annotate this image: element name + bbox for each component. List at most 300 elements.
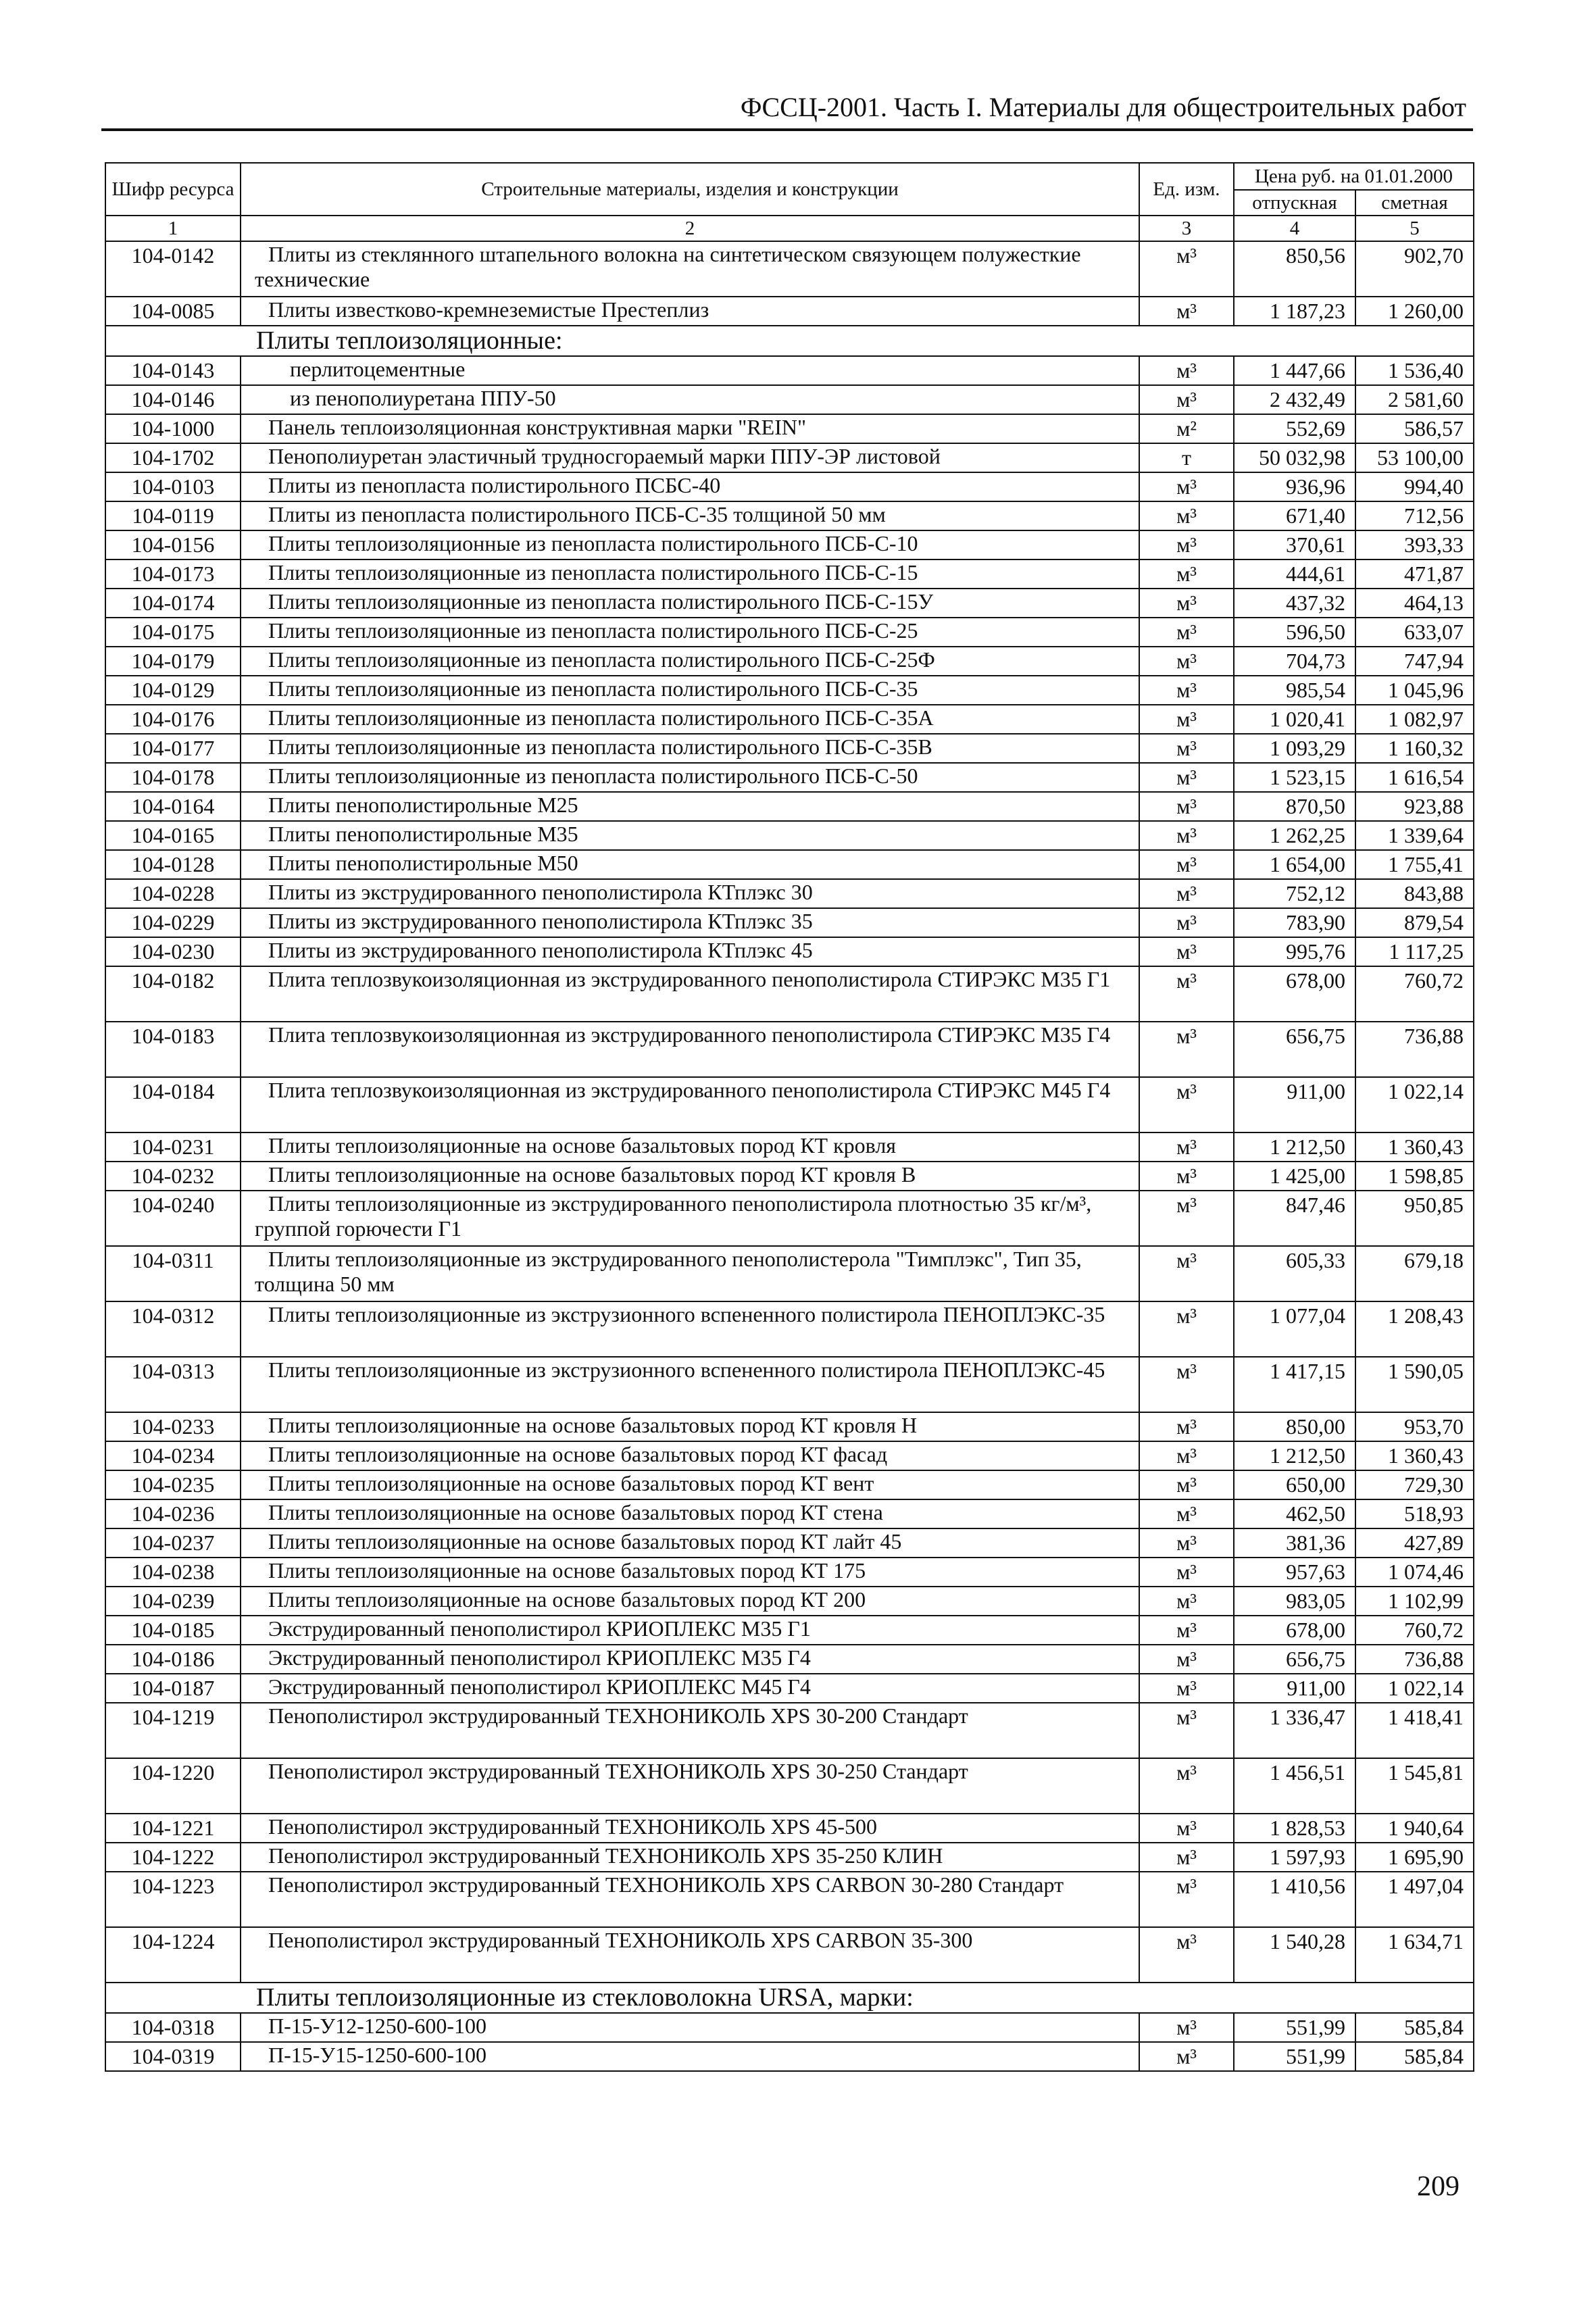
release-price-cell: 552,69 (1234, 414, 1355, 443)
resource-code-cell: 104-0085 (105, 297, 241, 326)
estimate-price-cell: 736,88 (1355, 1022, 1474, 1077)
release-price-cell: 678,00 (1234, 1616, 1355, 1645)
table-row (105, 966, 1474, 1022)
release-price-cell: 444,61 (1234, 559, 1355, 589)
table-row (105, 1162, 1474, 1191)
material-name-cell: Плиты из пенопласта полистирольного ПСБС-40 (241, 472, 1139, 501)
resource-code-cell: 104-0178 (105, 763, 241, 792)
column-number: 4 (1234, 216, 1355, 241)
unit-cell: м³ (1139, 908, 1234, 937)
estimate-price-cell: 1 418,41 (1355, 1703, 1474, 1758)
table-row (105, 501, 1474, 530)
material-name-cell: Плиты теплоизоляционные из пенопласта полистирольного ПСБ-С-25 (241, 618, 1139, 647)
material-name-cell: Пенополиуретан эластичный трудносгораемый марки ППУ-ЭР листовой (241, 443, 1139, 472)
resource-code-cell: 104-0313 (105, 1357, 241, 1412)
section-title: Плиты теплоизоляционные: (105, 326, 1474, 356)
table-row (105, 1528, 1474, 1558)
resource-code-cell: 104-0240 (105, 1191, 241, 1246)
material-name-cell: Плиты теплоизоляционные из пенопласта полистирольного ПСБ-С-25Ф (241, 647, 1139, 676)
material-name-cell: перлитоцементные (241, 356, 1139, 385)
material-name-cell: Плита теплозвукоизоляционная из экструдированного пенополистирола СТИРЭКС М35 Г1 (241, 966, 1139, 1022)
resource-code-cell: 104-0182 (105, 966, 241, 1022)
material-name-cell: Экструдированный пенополистирол КРИОПЛЕКС М45 Г4 (241, 1674, 1139, 1703)
table-row (105, 1499, 1474, 1528)
release-price-cell: 847,46 (1234, 1191, 1355, 1246)
estimate-price-cell: 1 022,14 (1355, 1674, 1474, 1703)
release-price-cell: 370,61 (1234, 530, 1355, 559)
unit-cell: м³ (1139, 1528, 1234, 1558)
unit-cell: м³ (1139, 705, 1234, 734)
estimate-price-cell: 1 339,64 (1355, 821, 1474, 850)
material-name-cell: Плиты теплоизоляционные на основе базальтовых пород КТ вент (241, 1470, 1139, 1499)
material-name-cell: Пенополистирол экструдированный ТЕХНОНИКОЛЬ XPS 35-250 КЛИН (241, 1843, 1139, 1872)
table-row (105, 1191, 1474, 1246)
table-row (105, 850, 1474, 879)
release-price-cell: 850,56 (1234, 241, 1355, 297)
unit-cell: м³ (1139, 647, 1234, 676)
estimate-price-cell: 585,84 (1355, 2042, 1474, 2071)
release-price-cell: 551,99 (1234, 2013, 1355, 2042)
price-table-container (105, 162, 1473, 2072)
estimate-price-cell: 1 497,04 (1355, 1872, 1474, 1927)
resource-code-cell: 104-0237 (105, 1528, 241, 1558)
table-row (105, 1357, 1474, 1412)
resource-code-cell: 104-0119 (105, 501, 241, 530)
release-price-cell: 1 523,15 (1234, 763, 1355, 792)
resource-code-cell: 104-0177 (105, 734, 241, 763)
material-name-cell: Плиты пенополистирольные М25 (241, 792, 1139, 821)
unit-cell: м³ (1139, 792, 1234, 821)
release-price-cell: 50 032,98 (1234, 443, 1355, 472)
page-number: 209 (1417, 2171, 1460, 2202)
release-price-cell: 983,05 (1234, 1587, 1355, 1616)
table-row (105, 1246, 1474, 1301)
resource-code-cell: 104-1220 (105, 1758, 241, 1814)
material-name-cell: Пенополистирол экструдированный ТЕХНОНИКОЛЬ XPS CARBON 35-300 (241, 1927, 1139, 1983)
estimate-price-cell: 427,89 (1355, 1528, 1474, 1558)
material-name-cell: Плита теплозвукоизоляционная из экструдированного пенополистирола СТИРЭКС М45 Г4 (241, 1077, 1139, 1132)
release-price-cell: 1 262,25 (1234, 821, 1355, 850)
release-price-cell: 2 432,49 (1234, 385, 1355, 414)
table-row (105, 472, 1474, 501)
unit-cell: м³ (1139, 821, 1234, 850)
estimate-price-cell: 994,40 (1355, 472, 1474, 501)
unit-cell: м³ (1139, 1301, 1234, 1357)
release-price-cell: 650,00 (1234, 1470, 1355, 1499)
estimate-price-cell: 760,72 (1355, 1616, 1474, 1645)
table-row (105, 908, 1474, 937)
material-name-cell: Плиты теплоизоляционные из пенопласта полистирольного ПСБ-С-15 (241, 559, 1139, 589)
release-price-cell: 671,40 (1234, 501, 1355, 530)
release-price-cell: 870,50 (1234, 792, 1355, 821)
table-row (105, 356, 1474, 385)
release-price-cell: 957,63 (1234, 1558, 1355, 1587)
header-code: Шифр ресурса (105, 163, 241, 216)
estimate-price-cell: 712,56 (1355, 501, 1474, 530)
resource-code-cell: 104-0187 (105, 1674, 241, 1703)
resource-code-cell: 104-1219 (105, 1703, 241, 1758)
material-name-cell: Плиты известково-кремнеземистые Престеплиз (241, 297, 1139, 326)
material-name-cell: Пенополистирол экструдированный ТЕХНОНИКОЛЬ XPS 30-200 Стандарт (241, 1703, 1139, 1758)
estimate-price-cell: 736,88 (1355, 1645, 1474, 1674)
table-row (105, 734, 1474, 763)
release-price-cell: 656,75 (1234, 1645, 1355, 1674)
unit-cell: т (1139, 443, 1234, 472)
unit-cell: м³ (1139, 966, 1234, 1022)
resource-code-cell: 104-1702 (105, 443, 241, 472)
estimate-price-cell: 586,57 (1355, 414, 1474, 443)
release-price-cell: 1 212,50 (1234, 1132, 1355, 1162)
release-price-cell: 936,96 (1234, 472, 1355, 501)
table-head (105, 163, 1474, 241)
unit-cell: м³ (1139, 1587, 1234, 1616)
estimate-price-cell: 1 755,41 (1355, 850, 1474, 879)
table-row (105, 589, 1474, 618)
resource-code-cell: 104-0239 (105, 1587, 241, 1616)
material-name-cell: Плиты теплоизоляционные из пенопласта полистирольного ПСБ-С-15У (241, 589, 1139, 618)
release-price-cell: 656,75 (1234, 1022, 1355, 1077)
release-price-cell: 985,54 (1234, 676, 1355, 705)
unit-cell: м³ (1139, 763, 1234, 792)
estimate-price-cell: 1 634,71 (1355, 1927, 1474, 1983)
unit-cell: м³ (1139, 589, 1234, 618)
header-estimate-price: сметная (1355, 190, 1474, 216)
resource-code-cell: 104-0176 (105, 705, 241, 734)
release-price-cell: 381,36 (1234, 1528, 1355, 1558)
release-price-cell: 551,99 (1234, 2042, 1355, 2071)
unit-cell: м² (1139, 414, 1234, 443)
resource-code-cell: 104-0230 (105, 937, 241, 966)
table-row (105, 1132, 1474, 1162)
column-number: 3 (1139, 216, 1234, 241)
table-row (105, 821, 1474, 850)
unit-cell: м³ (1139, 1616, 1234, 1645)
table-row (105, 1441, 1474, 1470)
material-name-cell: из пенополиуретана ППУ-50 (241, 385, 1139, 414)
release-price-cell: 1 540,28 (1234, 1927, 1355, 1983)
resource-code-cell: 104-0175 (105, 618, 241, 647)
column-number: 5 (1355, 216, 1474, 241)
table-row (105, 1616, 1474, 1645)
release-price-cell: 1 187,23 (1234, 297, 1355, 326)
unit-cell: м³ (1139, 1191, 1234, 1246)
unit-cell: м³ (1139, 734, 1234, 763)
table-row (105, 1927, 1474, 1983)
material-name-cell: П-15-У12-1250-600-100 (241, 2013, 1139, 2042)
resource-code-cell: 104-0311 (105, 1246, 241, 1301)
resource-code-cell: 104-0142 (105, 241, 241, 297)
release-price-cell: 1 425,00 (1234, 1162, 1355, 1191)
unit-cell: м³ (1139, 1077, 1234, 1132)
table-row (105, 2042, 1474, 2071)
release-price-cell: 783,90 (1234, 908, 1355, 937)
material-name-cell: Плиты теплоизоляционные из экструдированного пенополистирола плотностью 35 кг/м³, группой горючести Г1 (241, 1191, 1139, 1246)
unit-cell: м³ (1139, 356, 1234, 385)
material-name-cell: Плиты теплоизоляционные на основе базальтовых пород КТ кровля (241, 1132, 1139, 1162)
material-name-cell: Плиты теплоизоляционные из пенопласта полистирольного ПСБ-С-10 (241, 530, 1139, 559)
material-name-cell: Плиты теплоизоляционные из пенопласта полистирольного ПСБ-С-35 (241, 676, 1139, 705)
estimate-price-cell: 879,54 (1355, 908, 1474, 937)
table-row (105, 1470, 1474, 1499)
section-header-row (105, 326, 1474, 356)
resource-code-cell: 104-1000 (105, 414, 241, 443)
unit-cell: м³ (1139, 1814, 1234, 1843)
header-rule (101, 128, 1473, 131)
header-release-price: отпускная (1234, 190, 1355, 216)
estimate-price-cell: 902,70 (1355, 241, 1474, 297)
unit-cell: м³ (1139, 1357, 1234, 1412)
resource-code-cell: 104-0179 (105, 647, 241, 676)
estimate-price-cell: 1 208,43 (1355, 1301, 1474, 1357)
material-name-cell: Экструдированный пенополистирол КРИОПЛЕКС М35 Г4 (241, 1645, 1139, 1674)
estimate-price-cell: 53 100,00 (1355, 443, 1474, 472)
price-table (105, 162, 1474, 2072)
release-price-cell: 1 597,93 (1234, 1843, 1355, 1872)
table-row (105, 1587, 1474, 1616)
unit-cell: м³ (1139, 1441, 1234, 1470)
resource-code-cell: 104-0184 (105, 1077, 241, 1132)
release-price-cell: 704,73 (1234, 647, 1355, 676)
unit-cell: м³ (1139, 618, 1234, 647)
unit-cell: м³ (1139, 385, 1234, 414)
estimate-price-cell: 923,88 (1355, 792, 1474, 821)
material-name-cell: Плиты теплоизоляционные на основе базальтовых пород КТ фасад (241, 1441, 1139, 1470)
resource-code-cell: 104-0128 (105, 850, 241, 879)
table-row (105, 879, 1474, 908)
table-row (105, 443, 1474, 472)
release-price-cell: 911,00 (1234, 1077, 1355, 1132)
table-row (105, 1558, 1474, 1587)
material-name-cell: Плиты пенополистирольные М50 (241, 850, 1139, 879)
unit-cell: м³ (1139, 472, 1234, 501)
resource-code-cell: 104-0234 (105, 1441, 241, 1470)
resource-code-cell: 104-0156 (105, 530, 241, 559)
table-row (105, 297, 1474, 326)
material-name-cell: Пенополистирол экструдированный ТЕХНОНИКОЛЬ XPS 30-250 Стандарт (241, 1758, 1139, 1814)
estimate-price-cell: 1 102,99 (1355, 1587, 1474, 1616)
estimate-price-cell: 729,30 (1355, 1470, 1474, 1499)
resource-code-cell: 104-0165 (105, 821, 241, 850)
release-price-cell: 752,12 (1234, 879, 1355, 908)
unit-cell: м³ (1139, 676, 1234, 705)
unit-cell: м³ (1139, 1470, 1234, 1499)
resource-code-cell: 104-0318 (105, 2013, 241, 2042)
table-row (105, 705, 1474, 734)
material-name-cell: Плиты теплоизоляционные из экструзионного вспененного полистирола ПЕНОПЛЭКС-35 (241, 1301, 1139, 1357)
release-price-cell: 462,50 (1234, 1499, 1355, 1528)
table-row (105, 414, 1474, 443)
resource-code-cell: 104-0228 (105, 879, 241, 908)
table-row (105, 763, 1474, 792)
unit-cell: м³ (1139, 1927, 1234, 1983)
release-price-cell: 1 417,15 (1234, 1357, 1355, 1412)
unit-cell: м³ (1139, 1758, 1234, 1814)
release-price-cell: 1 212,50 (1234, 1441, 1355, 1470)
estimate-price-cell: 1 045,96 (1355, 676, 1474, 705)
estimate-price-cell: 1 590,05 (1355, 1357, 1474, 1412)
resource-code-cell: 104-0174 (105, 589, 241, 618)
unit-cell: м³ (1139, 2013, 1234, 2042)
estimate-price-cell: 1 616,54 (1355, 763, 1474, 792)
table-row (105, 1301, 1474, 1357)
release-price-cell: 850,00 (1234, 1412, 1355, 1441)
unit-cell: м³ (1139, 1843, 1234, 1872)
estimate-price-cell: 1 117,25 (1355, 937, 1474, 966)
material-name-cell: П-15-У15-1250-600-100 (241, 2042, 1139, 2071)
resource-code-cell: 104-0103 (105, 472, 241, 501)
release-price-cell: 1 077,04 (1234, 1301, 1355, 1357)
estimate-price-cell: 1 082,97 (1355, 705, 1474, 734)
material-name-cell: Плиты из экструдированного пенополистирола КТплэкс 45 (241, 937, 1139, 966)
release-price-cell: 1 654,00 (1234, 850, 1355, 879)
material-name-cell: Плиты из пенопласта полистирольного ПСБ-С-35 толщиной 50 мм (241, 501, 1139, 530)
material-name-cell: Плита теплозвукоизоляционная из экструдированного пенополистирола СТИРЭКС М35 Г4 (241, 1022, 1139, 1077)
unit-cell: м³ (1139, 1022, 1234, 1077)
unit-cell: м³ (1139, 1703, 1234, 1758)
table-row (105, 1872, 1474, 1927)
release-price-cell: 1 447,66 (1234, 356, 1355, 385)
estimate-price-cell: 1 598,85 (1355, 1162, 1474, 1191)
resource-code-cell: 104-0229 (105, 908, 241, 937)
table-row (105, 1645, 1474, 1674)
unit-cell: м³ (1139, 1558, 1234, 1587)
resource-code-cell: 104-0185 (105, 1616, 241, 1645)
estimate-price-cell: 1 074,46 (1355, 1558, 1474, 1587)
resource-code-cell: 104-0312 (105, 1301, 241, 1357)
resource-code-cell: 104-0319 (105, 2042, 241, 2071)
table-row (105, 385, 1474, 414)
table-row (105, 937, 1474, 966)
estimate-price-cell: 1 360,43 (1355, 1132, 1474, 1162)
table-row (105, 1077, 1474, 1132)
material-name-cell: Экструдированный пенополистирол КРИОПЛЕКС М35 Г1 (241, 1616, 1139, 1645)
material-name-cell: Плиты теплоизоляционные из пенопласта полистирольного ПСБ-С-35А (241, 705, 1139, 734)
estimate-price-cell: 747,94 (1355, 647, 1474, 676)
section-title: Плиты теплоизоляционные из стекловолокна URSA, марки: (105, 1983, 1474, 2013)
release-price-cell: 1 410,56 (1234, 1872, 1355, 1927)
estimate-price-cell: 843,88 (1355, 879, 1474, 908)
estimate-price-cell: 1 695,90 (1355, 1843, 1474, 1872)
unit-cell: м³ (1139, 1674, 1234, 1703)
unit-cell: м³ (1139, 1499, 1234, 1528)
material-name-cell: Плиты теплоизоляционные на основе базальтовых пород КТ кровля В (241, 1162, 1139, 1191)
table-row (105, 1843, 1474, 1872)
material-name-cell: Плиты теплоизоляционные из экструдированного пенополистерола "Тимплэкс", Тип 35, толщина 50 мм (241, 1246, 1139, 1301)
material-name-cell: Плиты из стеклянного штапельного волокна на синтетическом связующем полужесткие технические (241, 241, 1139, 297)
material-name-cell: Плиты пенополистирольные М35 (241, 821, 1139, 850)
material-name-cell: Плиты теплоизоляционные на основе базальтовых пород КТ кровля Н (241, 1412, 1139, 1441)
table-row (105, 676, 1474, 705)
resource-code-cell: 104-1223 (105, 1872, 241, 1927)
estimate-price-cell: 1 536,40 (1355, 356, 1474, 385)
section-header-row (105, 1983, 1474, 2013)
table-row (105, 1758, 1474, 1814)
estimate-price-cell: 1 940,64 (1355, 1814, 1474, 1843)
unit-cell: м³ (1139, 1645, 1234, 1674)
material-name-cell: Плиты теплоизоляционные на основе базальтовых пород КТ 200 (241, 1587, 1139, 1616)
estimate-price-cell: 679,18 (1355, 1246, 1474, 1301)
material-name-cell: Плиты из экструдированного пенополистирола КТплэкс 30 (241, 879, 1139, 908)
table-row (105, 1674, 1474, 1703)
column-number: 2 (241, 216, 1139, 241)
resource-code-cell: 104-0186 (105, 1645, 241, 1674)
unit-cell: м³ (1139, 850, 1234, 879)
estimate-price-cell: 464,13 (1355, 589, 1474, 618)
estimate-price-cell: 2 581,60 (1355, 385, 1474, 414)
release-price-cell: 437,32 (1234, 589, 1355, 618)
estimate-price-cell: 1 160,32 (1355, 734, 1474, 763)
unit-cell: м³ (1139, 879, 1234, 908)
resource-code-cell: 104-0236 (105, 1499, 241, 1528)
resource-code-cell: 104-0235 (105, 1470, 241, 1499)
table-row (105, 618, 1474, 647)
resource-code-cell: 104-0232 (105, 1162, 241, 1191)
material-name-cell: Плиты теплоизоляционные из пенопласта полистирольного ПСБ-С-50 (241, 763, 1139, 792)
estimate-price-cell: 1 022,14 (1355, 1077, 1474, 1132)
release-price-cell: 1 336,47 (1234, 1703, 1355, 1758)
material-name-cell: Плиты теплоизоляционные на основе базальтовых пород КТ лайт 45 (241, 1528, 1139, 1558)
table-row (105, 1412, 1474, 1441)
estimate-price-cell: 633,07 (1355, 618, 1474, 647)
header-name: Строительные материалы, изделия и конструкции (241, 163, 1139, 216)
resource-code-cell: 104-0231 (105, 1132, 241, 1162)
resource-code-cell: 104-1221 (105, 1814, 241, 1843)
unit-cell: м³ (1139, 559, 1234, 589)
estimate-price-cell: 471,87 (1355, 559, 1474, 589)
estimate-price-cell: 1 360,43 (1355, 1441, 1474, 1470)
resource-code-cell: 104-1222 (105, 1843, 241, 1872)
unit-cell: м³ (1139, 241, 1234, 297)
estimate-price-cell: 1 260,00 (1355, 297, 1474, 326)
table-row (105, 530, 1474, 559)
unit-cell: м³ (1139, 2042, 1234, 2071)
resource-code-cell: 104-0129 (105, 676, 241, 705)
unit-cell: м³ (1139, 937, 1234, 966)
estimate-price-cell: 585,84 (1355, 2013, 1474, 2042)
release-price-cell: 1 828,53 (1234, 1814, 1355, 1843)
estimate-price-cell: 953,70 (1355, 1412, 1474, 1441)
column-number: 1 (105, 216, 241, 241)
material-name-cell: Плиты теплоизоляционные на основе базальтовых пород КТ 175 (241, 1558, 1139, 1587)
release-price-cell: 596,50 (1234, 618, 1355, 647)
estimate-price-cell: 518,93 (1355, 1499, 1474, 1528)
unit-cell: м³ (1139, 1132, 1234, 1162)
unit-cell: м³ (1139, 1872, 1234, 1927)
table-row (105, 1703, 1474, 1758)
estimate-price-cell: 393,33 (1355, 530, 1474, 559)
resource-code-cell: 104-1224 (105, 1927, 241, 1983)
table-row (105, 241, 1474, 297)
unit-cell: м³ (1139, 501, 1234, 530)
estimate-price-cell: 1 545,81 (1355, 1758, 1474, 1814)
unit-cell: м³ (1139, 530, 1234, 559)
page-header-title: ФССЦ-2001. Часть I. Материалы для общестроительных работ (740, 92, 1466, 122)
unit-cell: м³ (1139, 1162, 1234, 1191)
resource-code-cell: 104-0143 (105, 356, 241, 385)
material-name-cell: Плиты теплоизоляционные из экструзионного вспененного полистирола ПЕНОПЛЭКС-45 (241, 1357, 1139, 1412)
material-name-cell: Пенополистирол экструдированный ТЕХНОНИКОЛЬ XPS CARBON 30-280 Стандарт (241, 1872, 1139, 1927)
unit-cell: м³ (1139, 297, 1234, 326)
table-row (105, 2013, 1474, 2042)
material-name-cell: Плиты из экструдированного пенополистирола КТплэкс 35 (241, 908, 1139, 937)
unit-cell: м³ (1139, 1412, 1234, 1441)
table-row (105, 1022, 1474, 1077)
estimate-price-cell: 950,85 (1355, 1191, 1474, 1246)
resource-code-cell: 104-0146 (105, 385, 241, 414)
resource-code-cell: 104-0164 (105, 792, 241, 821)
material-name-cell: Плиты теплоизоляционные из пенопласта полистирольного ПСБ-С-35В (241, 734, 1139, 763)
release-price-cell: 911,00 (1234, 1674, 1355, 1703)
